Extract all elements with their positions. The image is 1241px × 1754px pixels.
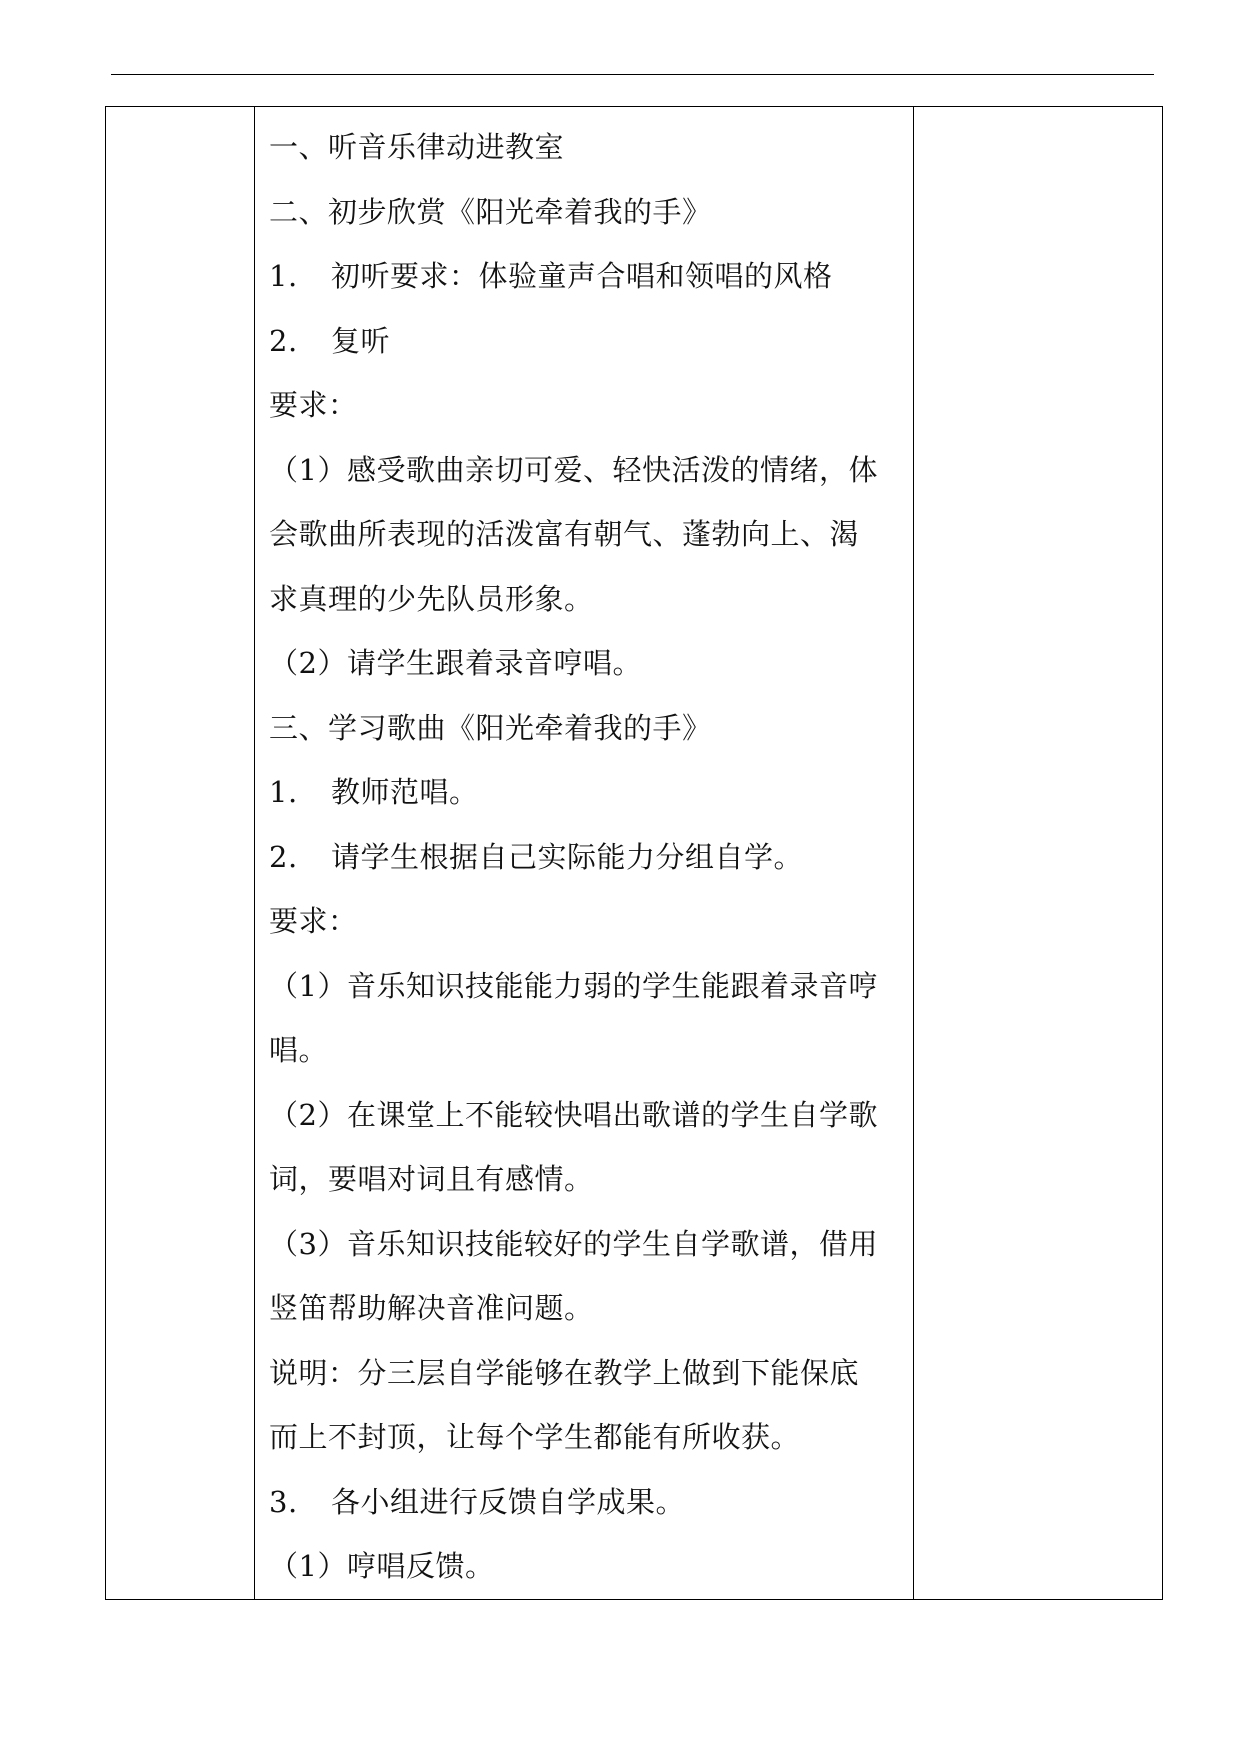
content-line (269, 1341, 903, 1406)
content-lines (255, 107, 913, 1599)
content-line (269, 760, 903, 825)
content-line (269, 180, 903, 245)
content-line (269, 438, 903, 503)
content-line (269, 1083, 903, 1148)
line-text: （3）音乐知识技能较好的学生自学歌谱，借用 (269, 1226, 878, 1261)
content-cell (255, 107, 914, 1600)
content-line (269, 244, 903, 309)
content-line (269, 954, 903, 1019)
line-text: 唱。 (269, 1033, 329, 1067)
line-text: 教师范唱。 (331, 775, 479, 809)
content-line (269, 1018, 903, 1083)
line-text: 三、学习歌曲《阳光牵着我的手》 (269, 710, 712, 745)
content-line (269, 115, 903, 180)
table-row (106, 107, 1163, 1600)
line-text: 复听 (331, 323, 391, 358)
content-line (269, 889, 903, 954)
line-text: 而上不封顶，让每个学生都能有所收获。 (269, 1420, 801, 1454)
line-text: 竖笛帮助解决音准问题。 (269, 1291, 594, 1325)
right-cell (914, 107, 1163, 1600)
line-text: （1）哼唱反馈。 (269, 1549, 495, 1583)
content-line (269, 502, 903, 567)
line-text: （1）感受歌曲亲切可爱、轻快活泼的情绪，体 (269, 452, 878, 487)
line-text: 各小组进行反馈自学成果。 (331, 1484, 686, 1519)
header-rule (111, 74, 1154, 75)
line-text: 要求： (269, 904, 358, 938)
lesson-table (105, 106, 1163, 1600)
content-line (269, 1212, 903, 1277)
line-text: 一、听音乐律动进教室 (269, 130, 565, 164)
list-number: 3. (269, 1484, 298, 1519)
line-text: （2）在课堂上不能较快唱出歌谱的学生自学歌 (269, 1097, 878, 1132)
content-line (269, 825, 903, 890)
line-text: 二、初步欣赏《阳光牵着我的手》 (269, 194, 712, 229)
content-line (269, 1534, 903, 1599)
line-text: 初听要求：体验童声合唱和领唱的风格 (331, 259, 833, 293)
line-text: （1）音乐知识技能能力弱的学生能跟着录音哼 (269, 968, 878, 1003)
list-number: 1. (269, 259, 298, 293)
content-line (269, 1276, 903, 1341)
content-line (269, 1470, 903, 1535)
content-line (269, 309, 903, 374)
content-line (269, 1147, 903, 1212)
content-line (269, 373, 903, 438)
line-text: 要求： (269, 388, 358, 422)
line-text: 求真理的少先队员形象。 (269, 581, 594, 616)
line-text: 请学生根据自己实际能力分组自学。 (331, 839, 804, 874)
content-line (269, 631, 903, 696)
line-text: 词，要唱对词且有感情。 (269, 1162, 594, 1196)
list-number: 2. (269, 839, 298, 874)
content-line (269, 696, 903, 761)
list-number: 1. (269, 775, 298, 809)
list-number: 2. (269, 323, 298, 358)
left-cell (106, 107, 255, 1600)
line-text: （2）请学生跟着录音哼唱。 (269, 646, 642, 680)
line-text: 会歌曲所表现的活泼富有朝气、蓬勃向上、渴 (269, 517, 860, 551)
content-line (269, 1405, 903, 1470)
line-text: 说明：分三层自学能够在教学上做到下能保底 (269, 1355, 860, 1390)
content-line (269, 567, 903, 632)
